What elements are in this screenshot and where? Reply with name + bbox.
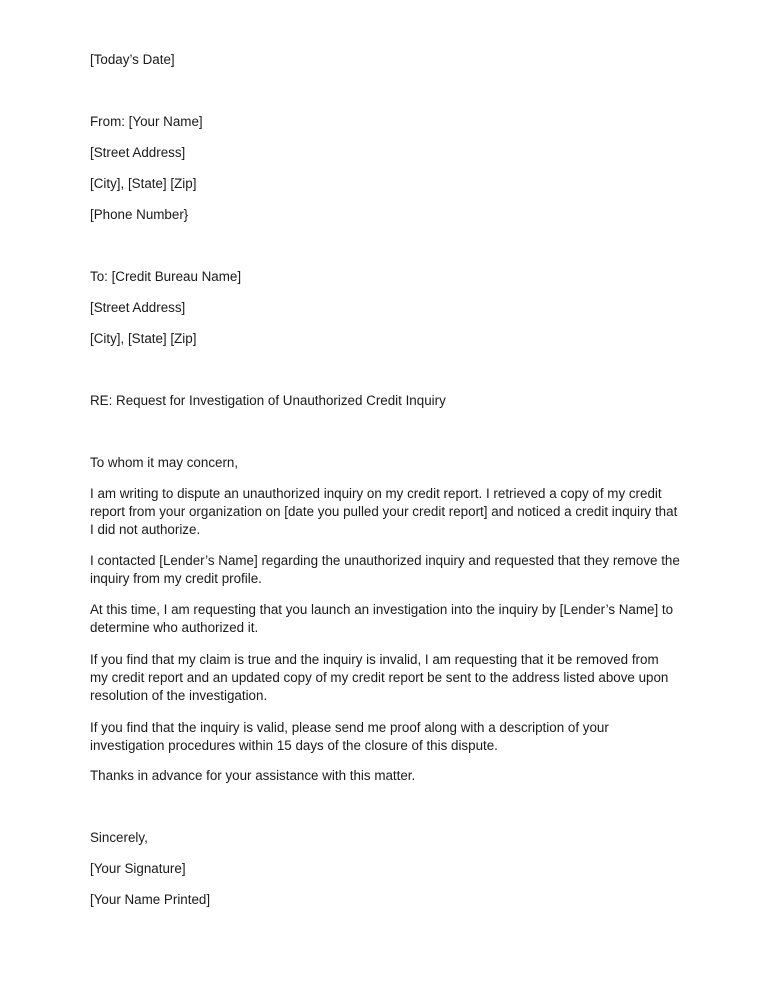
sender-street: [Street Address] (90, 145, 186, 160)
closing-sign-off: Sincerely, (90, 830, 148, 845)
closing-signature: [Your Signature] (90, 861, 186, 876)
sender-from-line: From: [Your Name] (90, 114, 203, 129)
sender-phone: [Phone Number} (90, 207, 189, 222)
body-paragraph-6: Thanks in advance for your assistance with this matter. (90, 768, 416, 783)
body-paragraph-2: I contacted [Lender’s Name] regarding the unauthorized inquiry and requested that they remove the inquiry from my credit profile. (90, 553, 680, 586)
recipient-city-state-zip: [City], [State] [Zip] (90, 331, 197, 346)
recipient-street: [Street Address] (90, 300, 186, 315)
body-paragraph-5: If you find that the inquiry is valid, please send me proof along with a description of your investigation procedures within 15 days of the closure of this dispute. (90, 720, 609, 753)
subject-line: RE: Request for Investigation of Unauthorized Credit Inquiry (90, 393, 446, 408)
body-paragraph-1: I am writing to dispute an unauthorized inquiry on my credit report. I retrieved a copy of my credit report from your organization on [date you pulled your credit report] and noticed a credit inquiry that I did not authorize. (90, 486, 678, 537)
letter-date: [Today’s Date] (90, 52, 175, 67)
recipient-to-line: To: [Credit Bureau Name] (90, 269, 242, 284)
salutation: To whom it may concern, (90, 455, 239, 470)
body-paragraph-4: If you find that my claim is true and the inquiry is invalid, I am requesting that it be removed from my credit report and an updated copy of my credit report be sent to the address listed above upon resolution of the investigation. (90, 652, 669, 703)
closing-printed-name: [Your Name Printed] (90, 892, 211, 907)
body-paragraph-3: At this time, I am requesting that you launch an investigation into the inquiry by [Lender’s Name] to determine who authorized it. (90, 602, 674, 635)
sender-city-state-zip: [City], [State] [Zip] (90, 176, 197, 191)
